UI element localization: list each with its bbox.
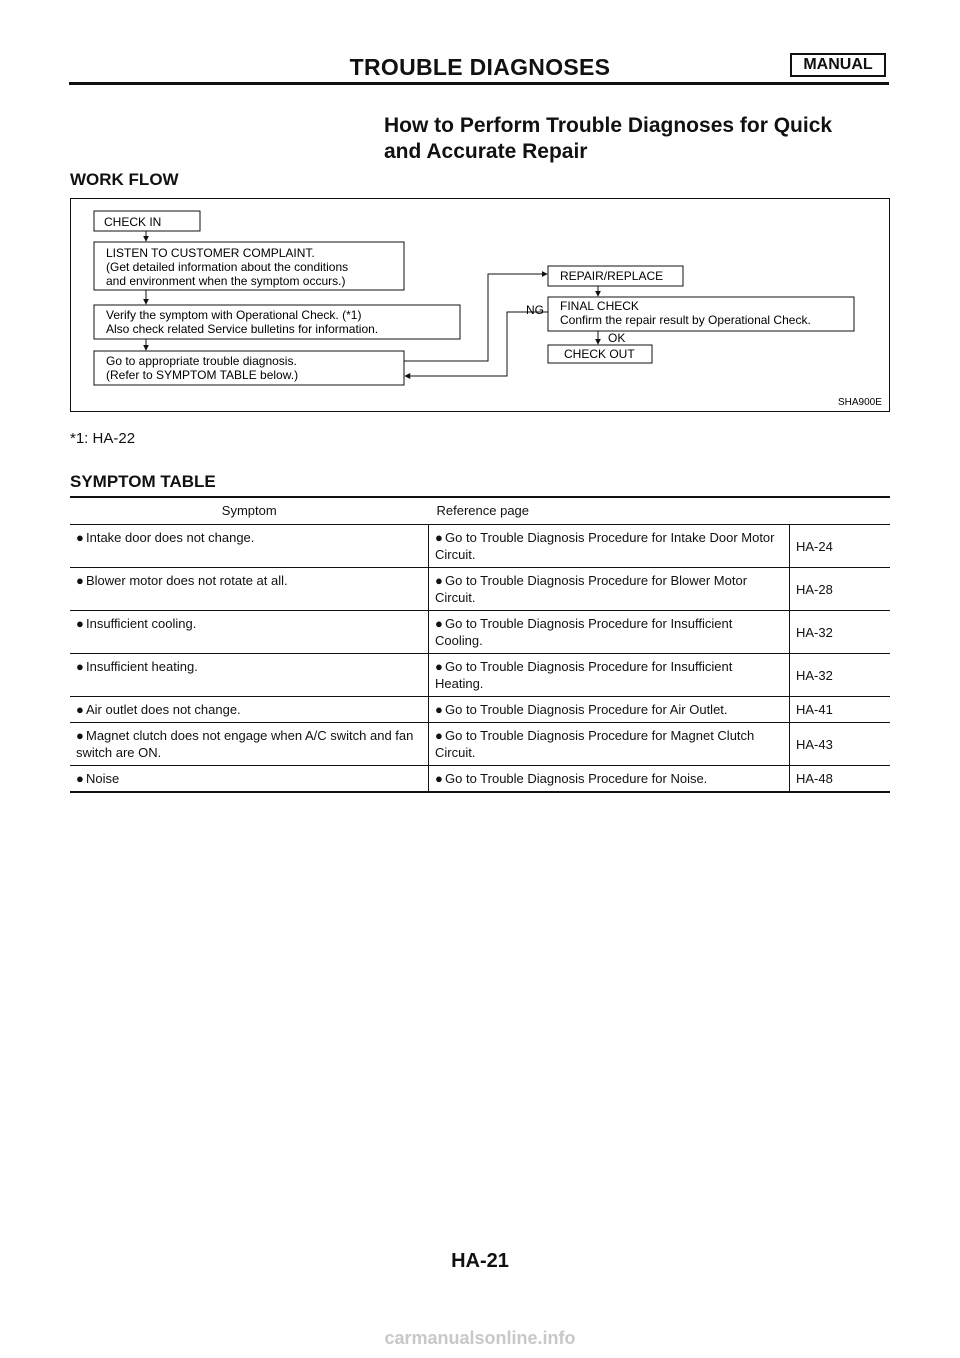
final-check-text-2: Confirm the repair result by Operational Check. (560, 313, 811, 327)
bullet: ● (76, 771, 84, 786)
bullet: ● (435, 771, 443, 786)
check-in-text: CHECK IN (104, 215, 162, 229)
bullet: ● (76, 573, 84, 588)
goto-text-1: Go to appropriate trouble diagnosis. (106, 354, 297, 368)
procedure-text: Go to Trouble Diagnosis Procedure for Magnet Clutch Circuit. (435, 728, 755, 760)
symptom-cell (70, 697, 429, 723)
goto-text-2: (Refer to SYMPTOM TABLE below.) (106, 368, 299, 382)
reference-page-cell: HA-32 (790, 654, 891, 697)
symptom-text: Insufficient heating. (86, 659, 198, 674)
bullet: ● (76, 616, 84, 631)
symptom-text: Blower motor does not rotate at all. (86, 573, 288, 588)
final-check-text-1: FINAL CHECK (560, 299, 639, 313)
procedure-cell (429, 766, 790, 793)
watermark: carmanualsonline.info (384, 1328, 576, 1348)
verify-text-1: Verify the symptom with Operational Check. (*1) (106, 308, 362, 322)
header-rule (69, 82, 889, 85)
bullet: ● (76, 659, 84, 674)
header-title: TROUBLE DIAGNOSES (349, 54, 611, 80)
reference-page-cell: HA-41 (790, 697, 891, 723)
procedure-text: Go to Trouble Diagnosis Procedure for Air Outlet. (445, 702, 728, 717)
symptom-table (70, 498, 890, 793)
table-row (70, 654, 890, 697)
arrow-goto-to-repair (404, 274, 547, 361)
section-title (384, 113, 832, 165)
reference-page-cell: HA-43 (790, 723, 891, 766)
symptom-cell (70, 568, 429, 611)
work-flow-heading: WORK FLOW (70, 170, 179, 189)
symptom-text: Intake door does not change. (86, 530, 255, 545)
symptom-text: Magnet clutch does not engage when A/C switch and fan switch are ON. (76, 728, 414, 760)
symptom-table-heading: SYMPTOM TABLE (70, 472, 216, 491)
repair-replace-text: REPAIR/REPLACE (560, 269, 664, 283)
bullet: ● (435, 573, 443, 588)
procedure-cell (429, 611, 790, 654)
bullet: ● (76, 702, 84, 717)
procedure-text: Go to Trouble Diagnosis Procedure for Insufficient Heating. (435, 659, 733, 691)
procedure-cell (429, 525, 790, 568)
symptom-cell (70, 611, 429, 654)
listen-text-3: and environment when the symptom occurs.) (106, 274, 346, 288)
table-row (70, 611, 890, 654)
table-row (70, 697, 890, 723)
listen-text-1: LISTEN TO CUSTOMER COMPLAINT. (106, 246, 315, 260)
ok-label: OK (608, 331, 626, 345)
ng-label: NG (526, 303, 544, 317)
arrow-ng-back-to-goto (405, 312, 548, 376)
procedure-text: Go to Trouble Diagnosis Procedure for Insufficient Cooling. (435, 616, 733, 648)
symptom-cell (70, 766, 429, 793)
procedure-cell (429, 568, 790, 611)
reference-page-cell: HA-24 (790, 525, 891, 568)
procedure-cell (429, 654, 790, 697)
verify-text-2: Also check related Service bulletins for information. (106, 322, 379, 336)
procedure-cell (429, 723, 790, 766)
table-row (70, 568, 890, 611)
table-row (70, 723, 890, 766)
bullet: ● (435, 702, 443, 717)
symptom-text: Noise (86, 771, 120, 786)
section-title-line-1: How to Perform Trouble Diagnoses for Quick (384, 114, 833, 137)
bullet: ● (435, 728, 443, 743)
symptom-text: Insufficient cooling. (86, 616, 197, 631)
procedure-text: Go to Trouble Diagnosis Procedure for Noise. (445, 771, 708, 786)
table-row (70, 766, 890, 793)
footnote: *1: HA-22 (70, 430, 136, 447)
page-number: HA-21 (451, 1250, 509, 1272)
procedure-text: Go to Trouble Diagnosis Procedure for Intake Door Motor Circuit. (435, 530, 775, 562)
reference-page-cell: HA-32 (790, 611, 891, 654)
bullet: ● (76, 728, 84, 743)
section-title-line-2: and Accurate Repair (384, 140, 588, 163)
symptom-cell (70, 723, 429, 766)
table-row (70, 525, 890, 568)
work-flow-diagram (70, 198, 890, 412)
reference-page-cell: HA-28 (790, 568, 891, 611)
procedure-cell (429, 697, 790, 723)
symptom-text: Air outlet does not change. (86, 702, 241, 717)
check-out-text: CHECK OUT (564, 347, 635, 361)
bullet: ● (435, 616, 443, 631)
listen-text-2: (Get detailed information about the conditions (106, 260, 349, 274)
procedure-text: Go to Trouble Diagnosis Procedure for Blower Motor Circuit. (435, 573, 748, 605)
column-header-symptom: Symptom (70, 498, 429, 525)
symptom-cell (70, 525, 429, 568)
reference-page-cell: HA-48 (790, 766, 891, 793)
manual-badge: MANUAL (790, 53, 886, 77)
bullet: ● (76, 530, 84, 545)
column-header-reference: Reference page (429, 498, 891, 525)
symptom-cell (70, 654, 429, 697)
bullet: ● (435, 530, 443, 545)
bullet: ● (435, 659, 443, 674)
table-header-row (70, 498, 890, 525)
figure-id: SHA900E (838, 397, 882, 408)
